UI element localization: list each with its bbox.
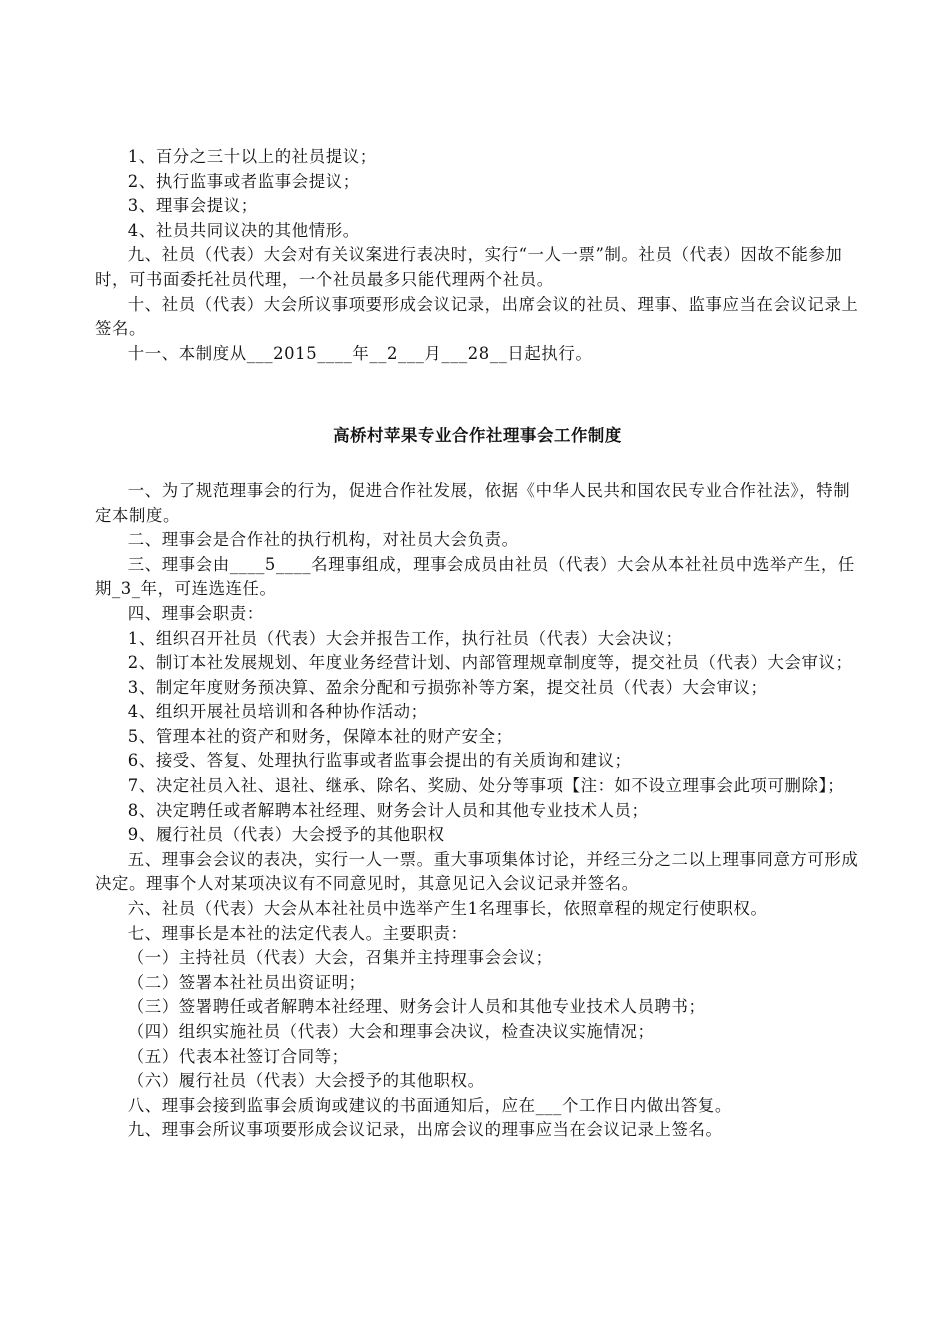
paragraph: 8、决定聘任或者解聘本社经理、财务会计人员和其他专业技术人员； xyxy=(127,800,649,820)
paragraph: 二、理事会是合作社的执行机构，对社员大会负责。 xyxy=(127,530,519,550)
paragraph: （一）主持社员（代表）大会，召集并主持理事会会议； xyxy=(127,948,553,968)
section-board-rules xyxy=(95,479,860,1143)
paragraph: 十一、本制度从___2015____年__2___月___28__日起执行。 xyxy=(127,343,593,363)
document-title: 高桥村苹果专业合作社理事会工作制度 xyxy=(333,426,622,446)
paragraph: 七、理事长是本社的法定代表人。主要职责： xyxy=(127,923,468,943)
paragraph: 一、为了规范理事会的行为，促进合作社发展，依据《中华人民共和国农民专业合作社法》，特制定本制度。 xyxy=(95,480,851,525)
paragraph: （三）签署聘任或者解聘本社经理、财务会计人员和其他专业技术人员聘书； xyxy=(127,997,706,1017)
paragraph: 五、理事会会议的表决，实行一人一票。重大事项集体讨论，并经三分之二以上理事同意方可形成决定。理事个人对某项决议有不同意见时，其意见记入会议记录并签名。 xyxy=(95,849,859,894)
paragraph: 4、社员共同议决的其他情形。 xyxy=(127,220,360,240)
paragraph: 4、组织开展社员培训和各种协作活动； xyxy=(127,702,428,722)
document-page xyxy=(95,145,860,1143)
paragraph: 十、社员（代表）大会所议事项要形成会议记录，出席会议的社员、理事、监事应当在会议记录上签名。 xyxy=(95,294,859,339)
paragraph: （四）组织实施社员（代表）大会和理事会决议，检查决议实施情况； xyxy=(127,1022,655,1041)
section-previous-rules xyxy=(95,145,860,366)
paragraph: 八、理事会接到监事会质询或建议的书面通知后，应在___个工作日内做出答复。 xyxy=(127,1095,732,1115)
paragraph: 3、制定年度财务预决算、盈余分配和亏损弥补等方案，提交社员（代表）大会审议； xyxy=(127,677,768,697)
paragraph: 2、制订本社发展规划、年度业务经营计划、内部管理规章制度等，提交社员（代表）大会审议； xyxy=(127,653,853,673)
paragraph: 1、组织召开社员（代表）大会并报告工作，执行社员（代表）大会决议； xyxy=(127,628,683,648)
paragraph: 5、管理本社的资产和财务，保障本社的财产安全； xyxy=(127,726,513,746)
paragraph: 1、百分之三十以上的社员提议； xyxy=(127,147,377,166)
paragraph: 九、社员（代表）大会对有关议案进行表决时，实行“一人一票”制。社员（代表）因故不能参加时，可书面委托社员代理，一个社员最多只能代理两个社员。 xyxy=(95,245,843,289)
paragraph: 6、接受、答复、处理执行监事或者监事会提出的有关质询和建议； xyxy=(127,751,632,771)
paragraph: 3、理事会提议； xyxy=(127,196,258,216)
paragraph: （五）代表本社签订合同等； xyxy=(127,1046,349,1066)
paragraph: 四、理事会职责： xyxy=(127,603,264,623)
paragraph: 9、履行社员（代表）大会授予的其他职权 xyxy=(127,825,445,845)
paragraph: 六、社员（代表）大会从本社社员中选举产生1名理事长，依照章程的规定行使职权。 xyxy=(127,899,768,919)
paragraph: 九、理事会所议事项要形成会议记录，出席会议的理事应当在会议记录上签名。 xyxy=(127,1120,723,1140)
section-spacer xyxy=(95,366,860,424)
paragraph: 7、决定社员入社、退社、继承、除名、奖励、处分等事项【注：如不设立理事会此项可删除】； xyxy=(127,776,845,796)
paragraph: 2、执行监事或者监事会提议； xyxy=(127,171,360,191)
paragraph: 三、理事会由____5____名理事组成，理事会成员由社员（代表）大会从本社社员中选举产生，任期_3_年，可连选连任。 xyxy=(95,554,855,599)
paragraph: （六）履行社员（代表）大会授予的其他职权。 xyxy=(127,1071,485,1091)
paragraph: （二）签署本社社员出资证明； xyxy=(127,972,366,992)
